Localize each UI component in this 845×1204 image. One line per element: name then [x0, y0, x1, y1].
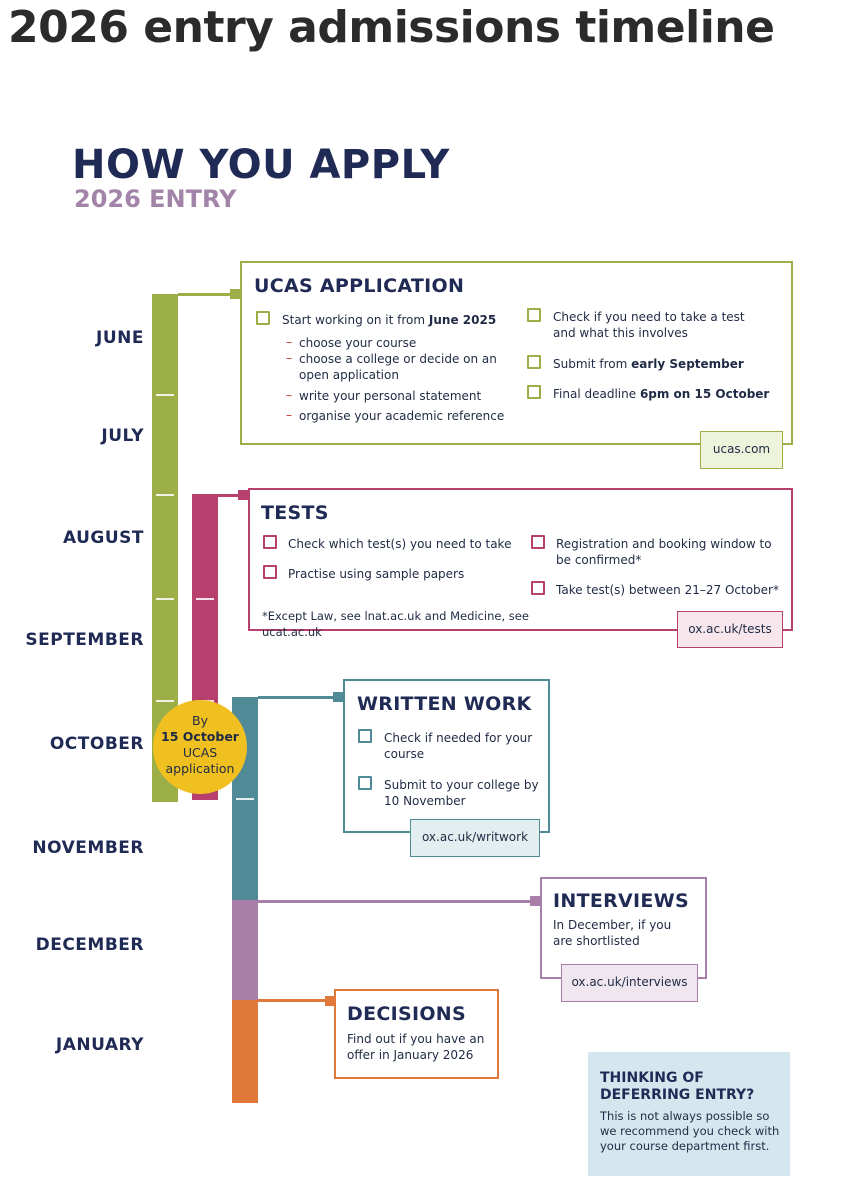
poster-title: HOW YOU APPLY: [72, 142, 450, 188]
tests-practise-item: Practise using sample papers: [288, 567, 465, 581]
decisions-timeline-bar: [232, 1000, 258, 1103]
month-september: SEPTEMBER: [25, 630, 144, 650]
ucas-link[interactable]: ucas.com: [700, 431, 783, 469]
tests-registration-item: Registration and booking window to be confirmed*: [556, 537, 772, 567]
ucas-subitem: choose your course: [299, 336, 417, 350]
ucas-connector-node: [230, 289, 240, 299]
poster-subtitle: 2026 ENTRY: [74, 185, 237, 213]
checkbox-icon: [263, 565, 277, 579]
ucas-subitem: organise your academic reference: [299, 409, 505, 423]
checkbox-icon: [527, 355, 541, 369]
tests-take-item: Take test(s) between 21–27 October*: [556, 583, 779, 597]
deadline-badge-line: UCAS: [182, 745, 218, 760]
interviews-timeline-bar: [232, 900, 258, 1000]
ucas-start-item: Start working on it from June 2025: [282, 313, 497, 327]
page-title: 2026 entry admissions timeline: [8, 2, 775, 53]
written-check-item: Check if needed for your course: [384, 731, 533, 761]
ucas-check-test-item: Check if you need to take a test and what this involves: [553, 310, 745, 340]
ucas-subitem: choose a college or decide on an open application: [299, 352, 497, 382]
checkbox-icon: [256, 311, 270, 325]
tests-title: TESTS: [261, 502, 329, 524]
deferring-entry-box: [588, 1052, 790, 1176]
checkbox-icon: [527, 308, 541, 322]
interviews-connector: [258, 900, 534, 903]
deferring-entry-text: This is not always possible so we recommend you check with your course department first.: [600, 1109, 780, 1153]
checkbox-icon: [358, 729, 372, 743]
tests-link[interactable]: ox.ac.uk/tests: [677, 611, 783, 648]
ucas-application-title: UCAS APPLICATION: [254, 275, 465, 297]
decisions-title: DECISIONS: [347, 1003, 466, 1025]
tests-footnote: *Except Law, see lnat.ac.uk and Medicine, see ucat.ac.uk: [262, 609, 529, 639]
ucas-connector: [178, 293, 234, 296]
written-submit-item: Submit to your college by 10 November: [384, 778, 539, 808]
interviews-text: In December, if you are shortlisted: [553, 918, 672, 948]
month-november: NOVEMBER: [32, 838, 144, 858]
checkbox-icon: [527, 385, 541, 399]
ucas-submit-item: Submit from early September: [553, 357, 744, 371]
month-january: JANUARY: [55, 1035, 144, 1055]
written-work-title: WRITTEN WORK: [357, 693, 532, 715]
interviews-link[interactable]: ox.ac.uk/interviews: [561, 964, 698, 1002]
ucas-deadline-item: Final deadline 6pm on 15 October: [553, 387, 770, 401]
deadline-badge: [153, 700, 247, 794]
written-work-connector-node: [333, 692, 343, 702]
decisions-connector: [258, 999, 330, 1002]
tests-connector-node: [238, 490, 248, 500]
tests-check-item: Check which test(s) you need to take: [288, 537, 512, 551]
written-work-connector: [258, 696, 338, 699]
month-july: JULY: [101, 426, 144, 446]
written-work-link[interactable]: ox.ac.uk/writwork: [410, 819, 540, 857]
month-june: JUNE: [96, 328, 144, 348]
checkbox-icon: [531, 581, 545, 595]
ucas-subitem: write your personal statement: [299, 389, 482, 403]
month-october: OCTOBER: [49, 734, 144, 754]
checkbox-icon: [531, 535, 545, 549]
decisions-text: Find out if you have an offer in January 2026: [347, 1032, 485, 1062]
interviews-connector-node: [530, 896, 540, 906]
deadline-badge-date: 15 October: [161, 729, 239, 744]
deadline-badge-line: application: [165, 761, 235, 776]
month-august: AUGUST: [62, 528, 144, 548]
checkbox-icon: [263, 535, 277, 549]
deferring-entry-title: THINKING OF DEFERRING ENTRY?: [600, 1070, 755, 1103]
month-december: DECEMBER: [35, 935, 144, 955]
interviews-title: INTERVIEWS: [553, 890, 689, 912]
deadline-badge-line: By: [192, 713, 208, 728]
checkbox-icon: [358, 776, 372, 790]
